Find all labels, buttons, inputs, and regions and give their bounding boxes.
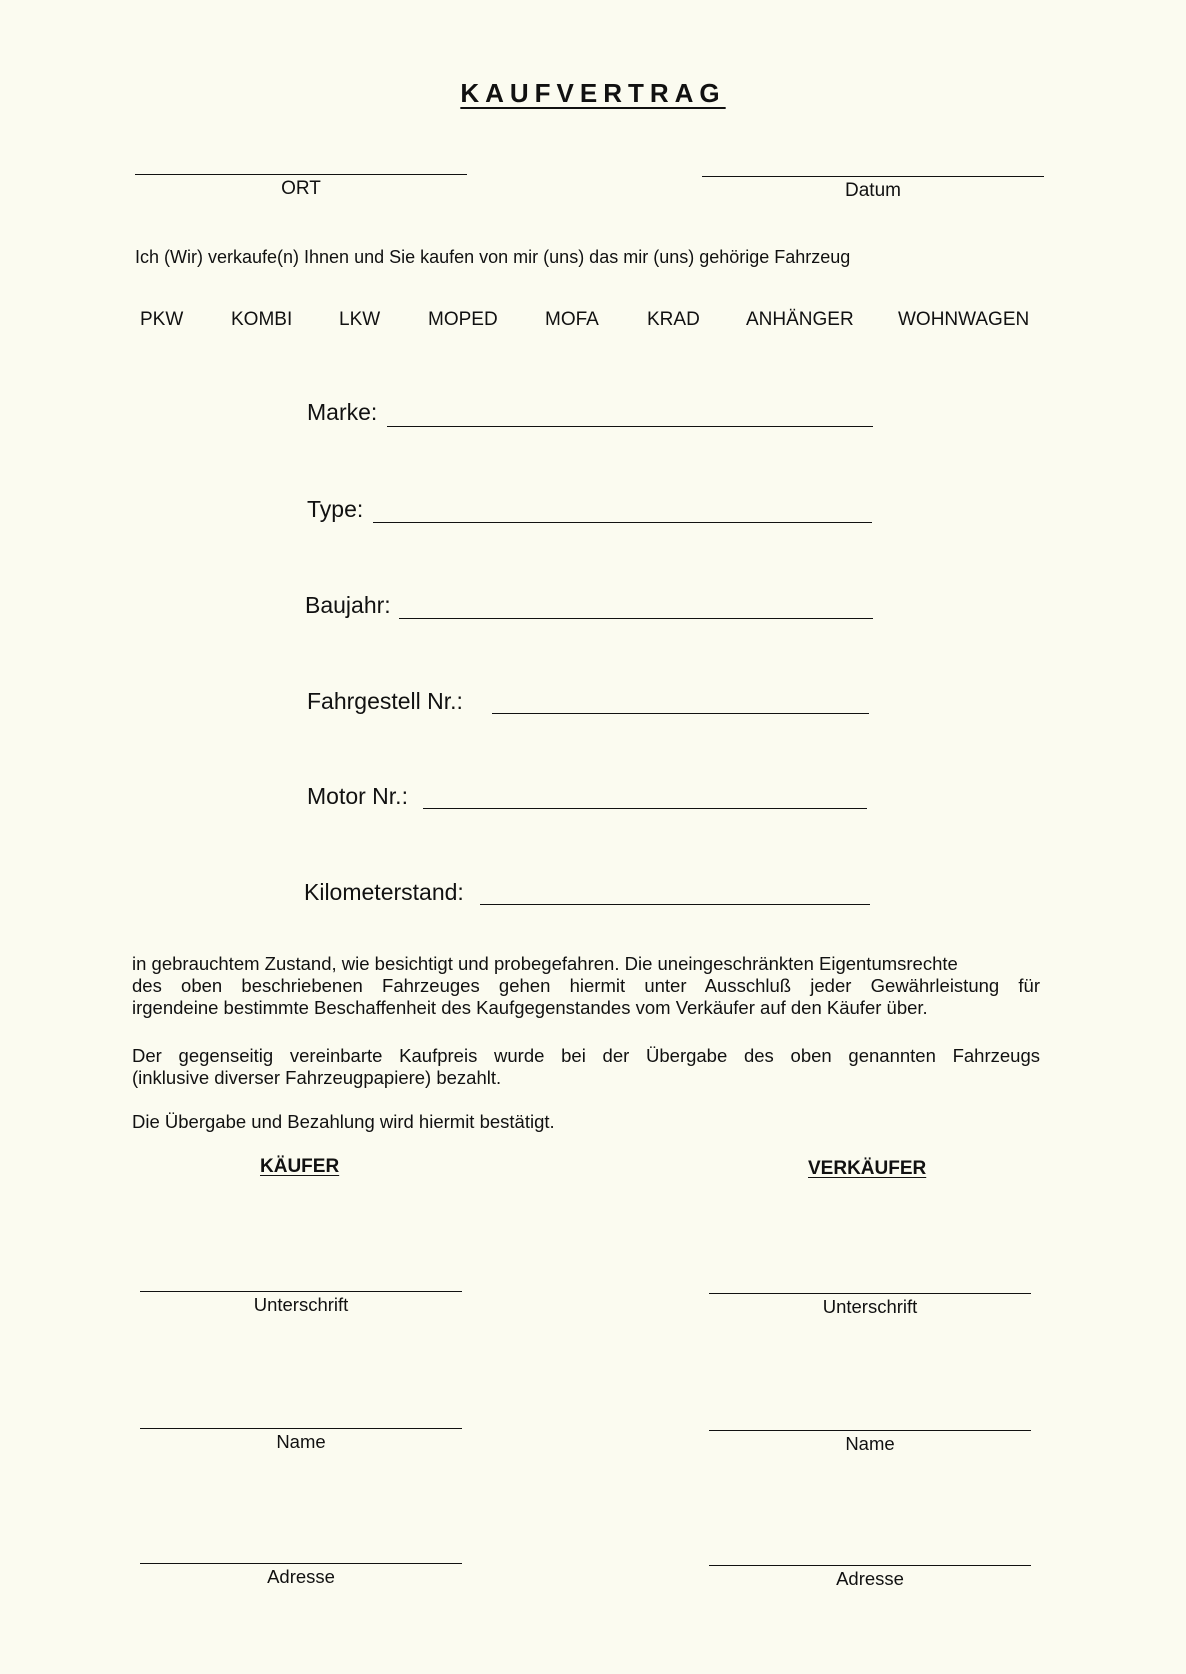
condition-line-1: in gebrauchtem Zustand, wie besichtigt und probegefahren. Die uneingeschränkten Eigentumsrechte [132, 953, 958, 974]
vehicle-type-row [138, 309, 1038, 333]
confirmation-paragraph: Die Übergabe und Bezahlung wird hiermit bestätigt. [132, 1111, 555, 1132]
seller-signature-line[interactable] [709, 1293, 1031, 1294]
marke-label: Marke: [307, 399, 378, 425]
document-title: KAUFVERTRAG [460, 78, 726, 108]
buyer-signature-label: Unterschrift [253, 1294, 349, 1315]
vehicle-type-mofa[interactable]: MOFA [545, 309, 599, 330]
kilometerstand-label: Kilometerstand: [304, 879, 464, 905]
kilometerstand-line[interactable] [480, 904, 870, 905]
price-paragraph [132, 1045, 1040, 1089]
motor-line[interactable] [423, 808, 867, 809]
buyer-heading: KÄUFER [260, 1156, 340, 1177]
intro-text: Ich (Wir) verkaufe(n) Ihnen und Sie kaufen von mir (uns) das mir (uns) gehörige Fahrzeug [135, 247, 851, 267]
price-line-2: (inklusive diverser Fahrzeugpapiere) bezahlt. [132, 1067, 502, 1088]
condition-paragraph [132, 953, 1040, 1019]
buyer-name-label: Name [276, 1431, 326, 1452]
baujahr-line[interactable] [399, 618, 873, 619]
baujahr-label: Baujahr: [305, 592, 391, 618]
vehicle-type-moped[interactable]: MOPED [428, 309, 498, 330]
fahrgestell-label: Fahrgestell Nr.: [307, 688, 463, 714]
seller-heading: VERKÄUFER [808, 1158, 927, 1179]
type-label: Type: [307, 496, 364, 522]
seller-name-line[interactable] [709, 1430, 1031, 1431]
condition-line-2: des oben beschriebenen Fahrzeuges gehen hiermit unter Ausschluß jeder Gewährleistung für [132, 975, 1040, 996]
place-line[interactable] [135, 174, 467, 175]
type-line[interactable] [373, 522, 872, 523]
marke-line[interactable] [387, 426, 873, 427]
buyer-address-line[interactable] [140, 1563, 462, 1564]
vehicle-type-kombi[interactable]: KOMBI [231, 309, 293, 330]
condition-line-3: irgendeine bestimmte Beschaffenheit des Kaufgegenstandes vom Verkäufer auf den Käufer über. [132, 997, 928, 1018]
date-label: Datum [845, 180, 901, 201]
place-label: ORT [281, 178, 321, 199]
seller-address-line[interactable] [709, 1565, 1031, 1566]
price-line-1: Der gegenseitig vereinbarte Kaufpreis wurde bei der Übergabe des oben genannten Fahrzeugs [132, 1045, 1040, 1066]
vehicle-type-wohnwagen[interactable]: WOHNWAGEN [898, 309, 1030, 330]
buyer-signature-line[interactable] [140, 1291, 462, 1292]
buyer-address-label: Adresse [267, 1566, 335, 1587]
vehicle-type-pkw[interactable]: PKW [140, 309, 184, 330]
vehicle-type-krad[interactable]: KRAD [647, 309, 700, 330]
buyer-name-line[interactable] [140, 1428, 462, 1429]
date-line[interactable] [702, 176, 1044, 177]
motor-label: Motor Nr.: [307, 783, 408, 809]
vehicle-type-anhaenger[interactable]: ANHÄNGER [746, 309, 854, 330]
vehicle-type-lkw[interactable]: LKW [339, 309, 381, 330]
seller-signature-label: Unterschrift [822, 1296, 918, 1317]
fahrgestell-line[interactable] [492, 713, 869, 714]
seller-name-label: Name [845, 1433, 895, 1454]
seller-address-label: Adresse [836, 1568, 904, 1589]
